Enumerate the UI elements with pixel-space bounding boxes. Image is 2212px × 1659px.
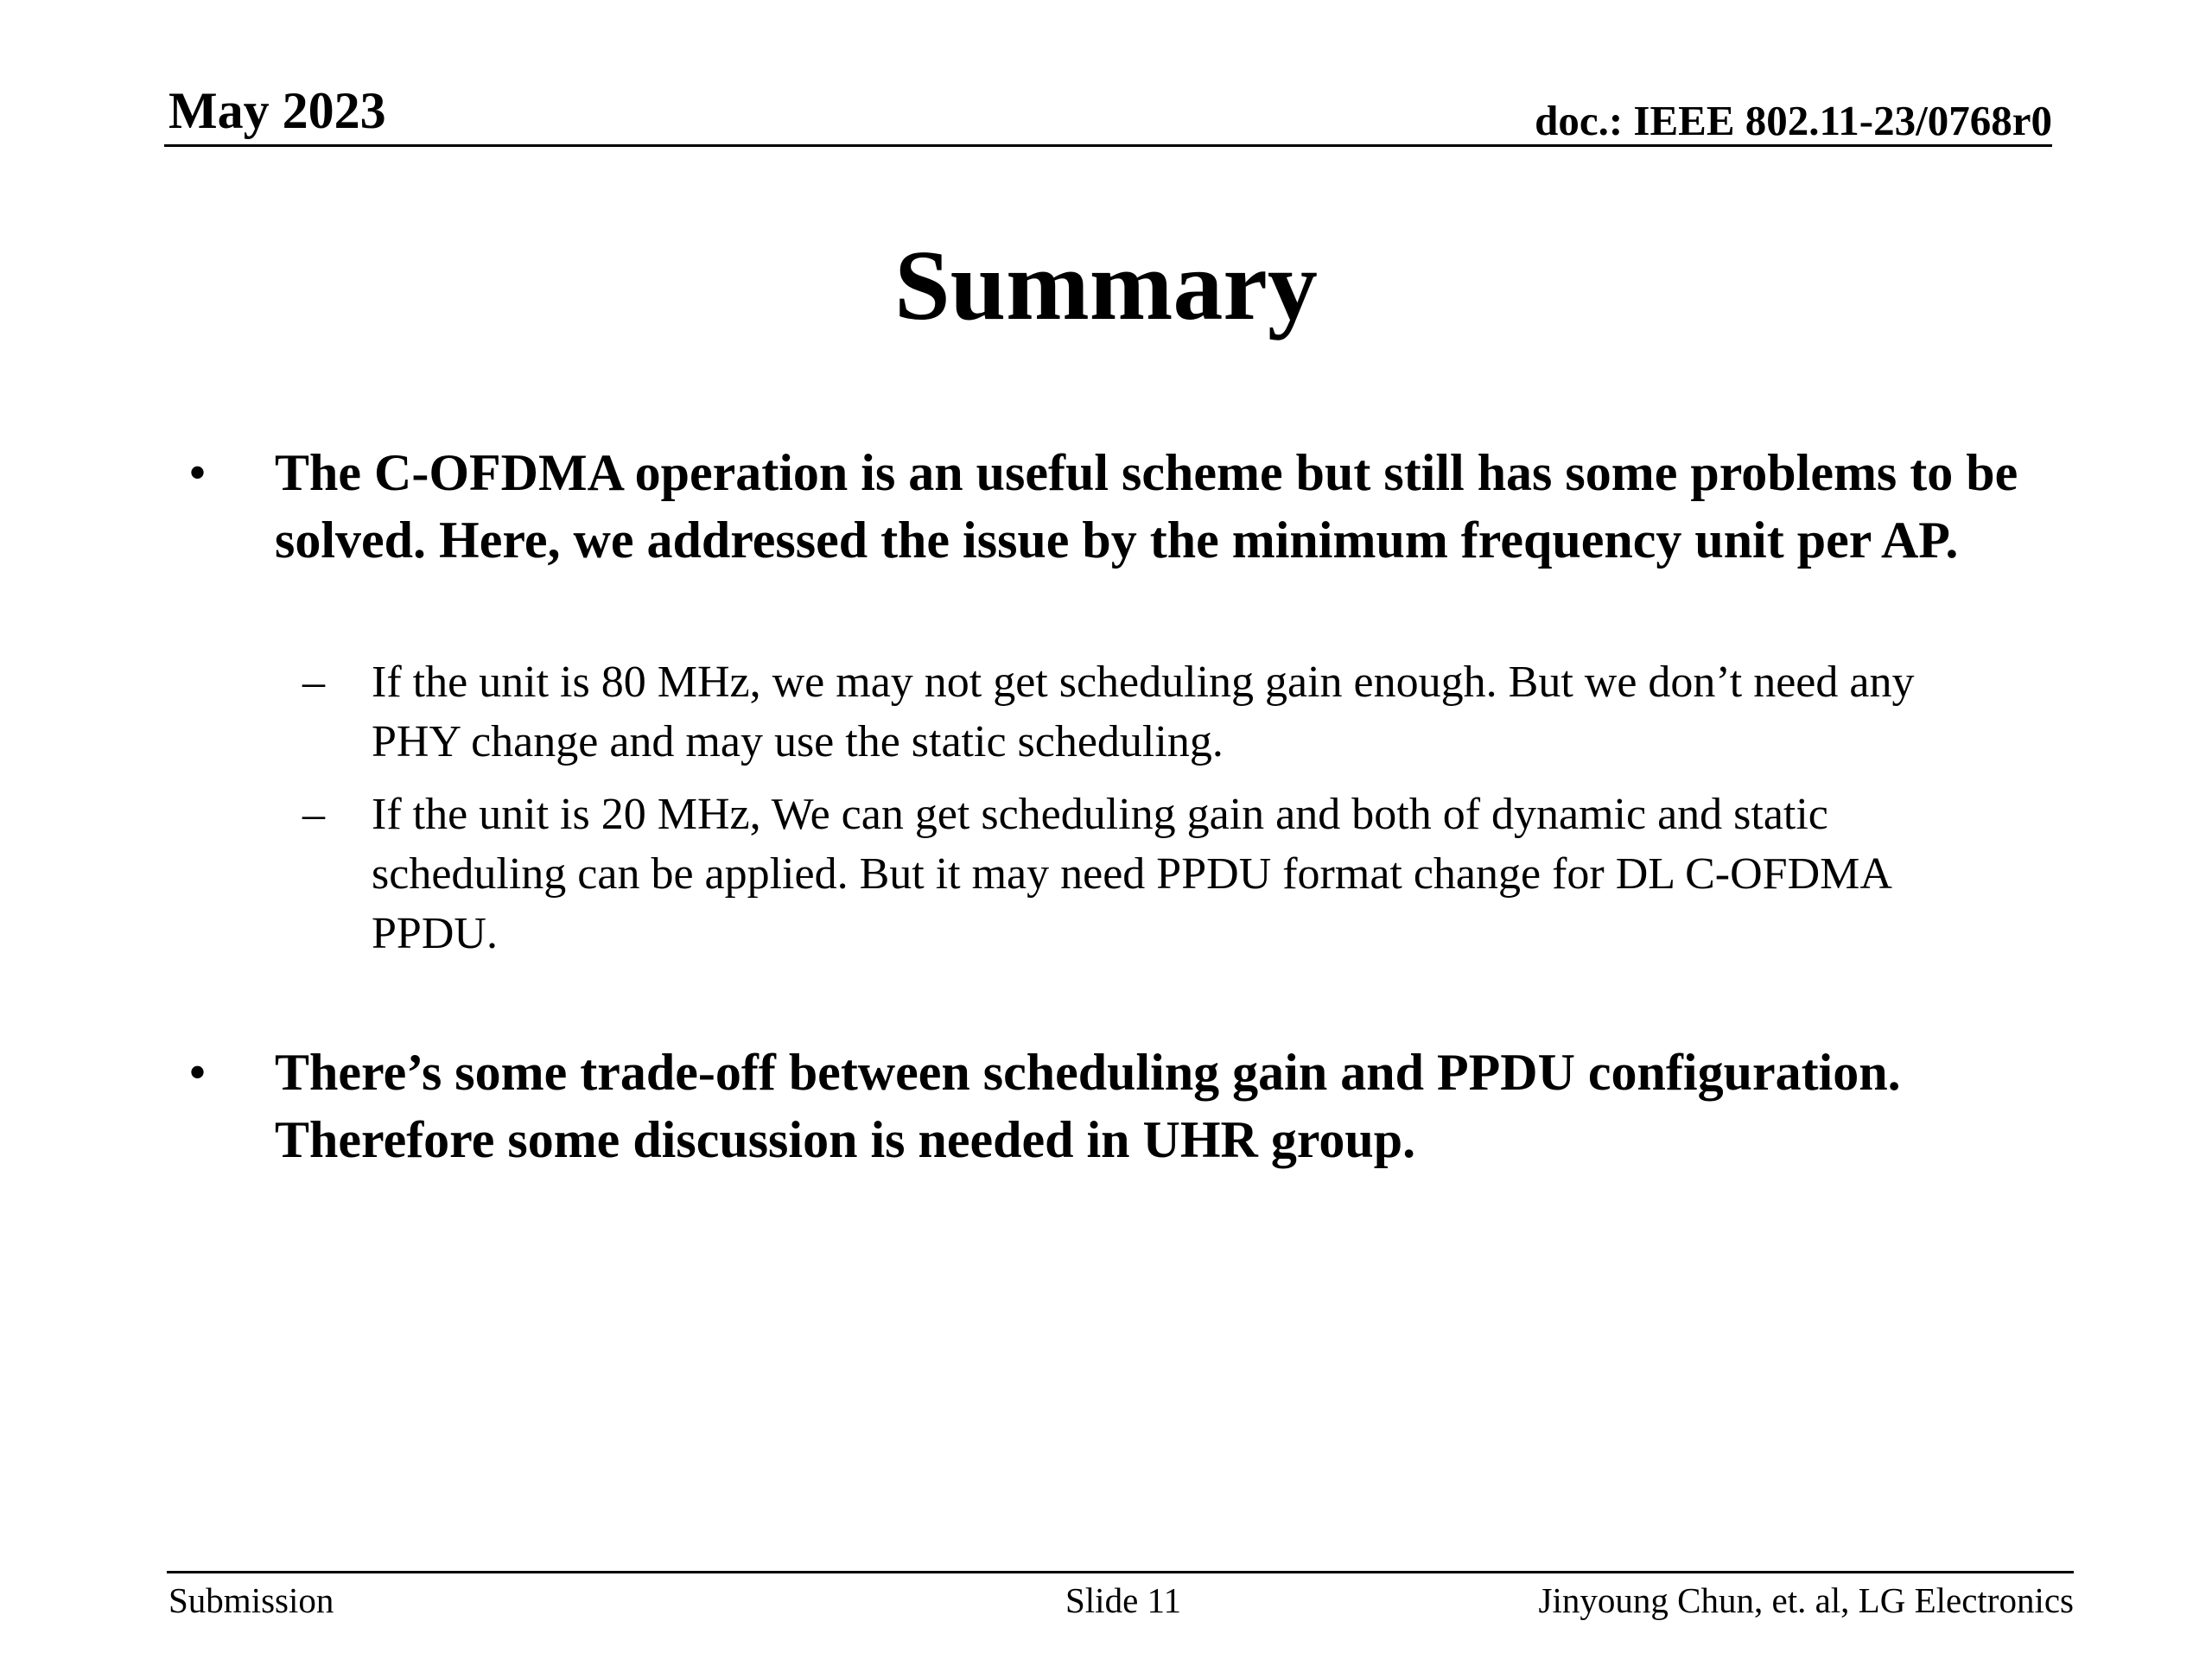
header-doc-id: doc.: IEEE 802.11-23/0768r0 (1535, 97, 2052, 144)
footer-authors: Jinyoung Chun, et. al, LG Electronics (1538, 1580, 2074, 1620)
sub-bullet-marker: – (302, 658, 325, 707)
slide-title: Summary (894, 231, 1318, 341)
bullet-text: There’s some trade-off between scheduling gain and PPDU configuration. Therefore some discussion is needed in UHR group. (275, 1044, 1901, 1168)
header-date: May 2023 (168, 82, 386, 139)
sub-bullet-text: If the unit is 80 MHz, we may not get scheduling gain enough. But we don’t need any PHY change and may use the static scheduling. (372, 658, 1915, 766)
bullet-text: The C-OFDMA operation is an useful scheme but still has some problems to be solved. Here, we addressed the issue by the minimum frequency unit per AP. (275, 444, 2018, 569)
bullet-marker: • (188, 444, 207, 501)
header-divider (164, 144, 2052, 147)
footer-submission: Submission (168, 1580, 334, 1620)
footer-divider (167, 1571, 2074, 1573)
sub-bullet-1 (302, 652, 2013, 772)
bullet-marker: • (188, 1044, 207, 1101)
bullet-2 (188, 1039, 2046, 1173)
sub-bullet-2 (302, 785, 2013, 963)
bullet-1 (188, 439, 2046, 574)
sub-bullet-text: If the unit is 20 MHz, We can get scheduling gain and both of dynamic and static scheduling can be applied. But it may need PPDU format change for DL C-OFDMA PPDU. (372, 790, 1891, 958)
footer-slide-number: Slide 11 (1065, 1580, 1181, 1620)
sub-bullet-marker: – (302, 790, 325, 839)
